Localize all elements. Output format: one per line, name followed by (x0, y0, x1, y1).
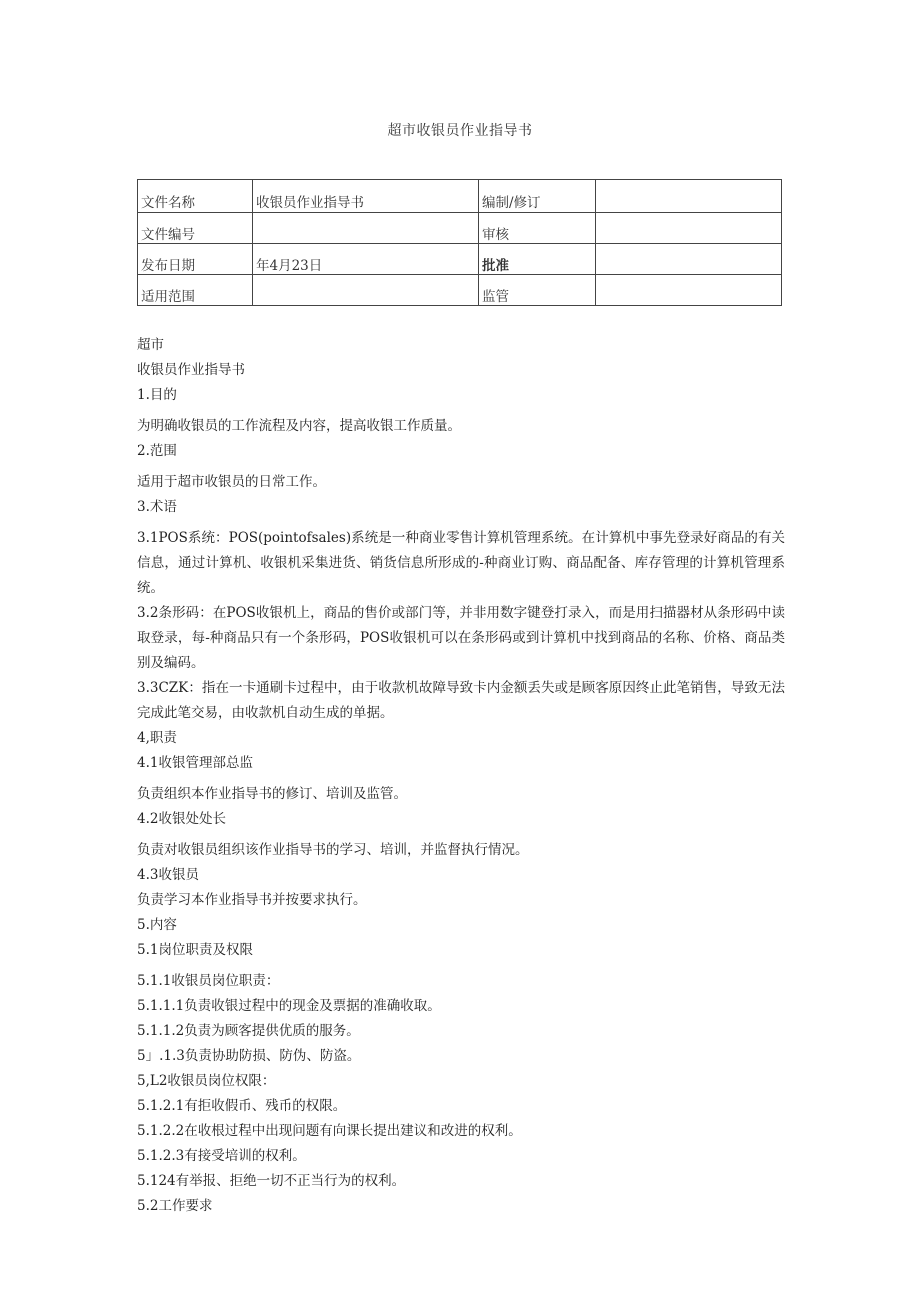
paragraph: 适用于超市收银员的日常工作。 (137, 474, 326, 490)
subsection-heading: 5.1.1收银员岗位职责： (137, 973, 280, 989)
table-row (138, 213, 782, 244)
paragraph: 3.2条形码：在POS收银机上，商品的售价或部门等，并非用数字键登打录入，而是用扫描器材从条形码中读取登录，每-种商品只有一个条形码，POS收银机可以在条形码或到计算机中找到商品的名称、价格、商品类别及编码。 (137, 605, 785, 671)
list-item: 5」.1.3负责协助防损、防伪、防盗。 (137, 1048, 361, 1064)
section-heading: 5.内容 (137, 917, 177, 933)
table-label-cell: 发布日期 (138, 244, 253, 275)
list-item: 5.1.2.1有拒收假币、残币的权限。 (137, 1098, 347, 1114)
table-value-cell (596, 213, 782, 244)
subsection-heading: 4.2收银处处长 (137, 811, 226, 827)
body-heading: 超市 (137, 337, 164, 353)
subsection-heading: 5,L2收银员岗位权限： (137, 1073, 276, 1089)
document-body (137, 333, 785, 1219)
table-row (138, 244, 782, 275)
section-heading: 2.范围 (137, 443, 177, 459)
subsection-heading: 4.1收银管理部总监 (137, 755, 253, 771)
paragraph: 负责对收银员组织该作业指导书的学习、培训，并监督执行情况。 (137, 842, 529, 858)
list-item: 5.1.2.3有接受培训的权利。 (137, 1148, 306, 1164)
paragraph: 为明确收银员的工作流程及内容，提高收银工作质量。 (137, 418, 461, 434)
table-value-cell (596, 275, 782, 306)
paragraph: 3.3CZK：指在一卡通刷卡过程中，由于收款机故障导致卡内金额丢失或是顾客原因终止此笔销售，导致无法完成此笔交易，由收款机自动生成的单据。 (137, 680, 785, 721)
list-item: 5.1.1.1负责收银过程中的现金及票据的准确收取。 (137, 998, 441, 1014)
table-value-cell (253, 213, 479, 244)
subsection-heading: 5.2工作要求 (137, 1198, 213, 1214)
table-label-cell: 审核 (479, 213, 596, 244)
document-info-table (137, 179, 782, 306)
list-item: 5.124有举报、拒绝一切不正当行为的权利。 (137, 1173, 406, 1189)
document-title: 超市收银员作业指导书 (387, 123, 533, 139)
table-row (138, 275, 782, 306)
table-value-cell: 年4月23日 (253, 244, 479, 275)
subsection-heading: 5.1岗位职责及权限 (137, 942, 253, 958)
table-row (138, 180, 782, 213)
body-heading: 收银员作业指导书 (137, 362, 245, 378)
paragraph: 负责学习本作业指导书并按要求执行。 (137, 892, 367, 908)
table-label-cell: 文件编号 (138, 213, 253, 244)
paragraph: 负责组织本作业指导书的修订、培训及监管。 (137, 786, 407, 802)
table-label-cell: 监管 (479, 275, 596, 306)
table-value-cell (253, 275, 479, 306)
section-heading: 4,职责 (137, 730, 177, 746)
table-label-cell: 编制/修订 (479, 180, 596, 213)
table-value-cell (596, 244, 782, 275)
table-label-cell: 适用范围 (138, 275, 253, 306)
table-label-cell: 批准 (479, 244, 596, 275)
subsection-heading: 4.3收银员 (137, 867, 199, 883)
paragraph: 3.1POS系统：POS(pointofsales)系统是一种商业零售计算机管理系统。在计算机中事先登录好商品的有关信息，通过计算机、收银机采集进货、销货信息所形成的-种商业订购、商品配备、库存管理的计算机管理系统。 (137, 530, 785, 596)
table-value-cell (596, 180, 782, 213)
list-item: 5.1.2.2在收根过程中出现问题有向课长提出建议和改进的权利。 (137, 1123, 522, 1139)
list-item: 5.1.1.2负责为顾客提供优质的服务。 (137, 1023, 360, 1039)
section-heading: 3.术语 (137, 499, 177, 515)
table-label-cell: 文件名称 (138, 180, 253, 213)
section-heading: 1.目的 (137, 387, 177, 403)
table-value-cell: 收银员作业指导书 (253, 180, 479, 213)
